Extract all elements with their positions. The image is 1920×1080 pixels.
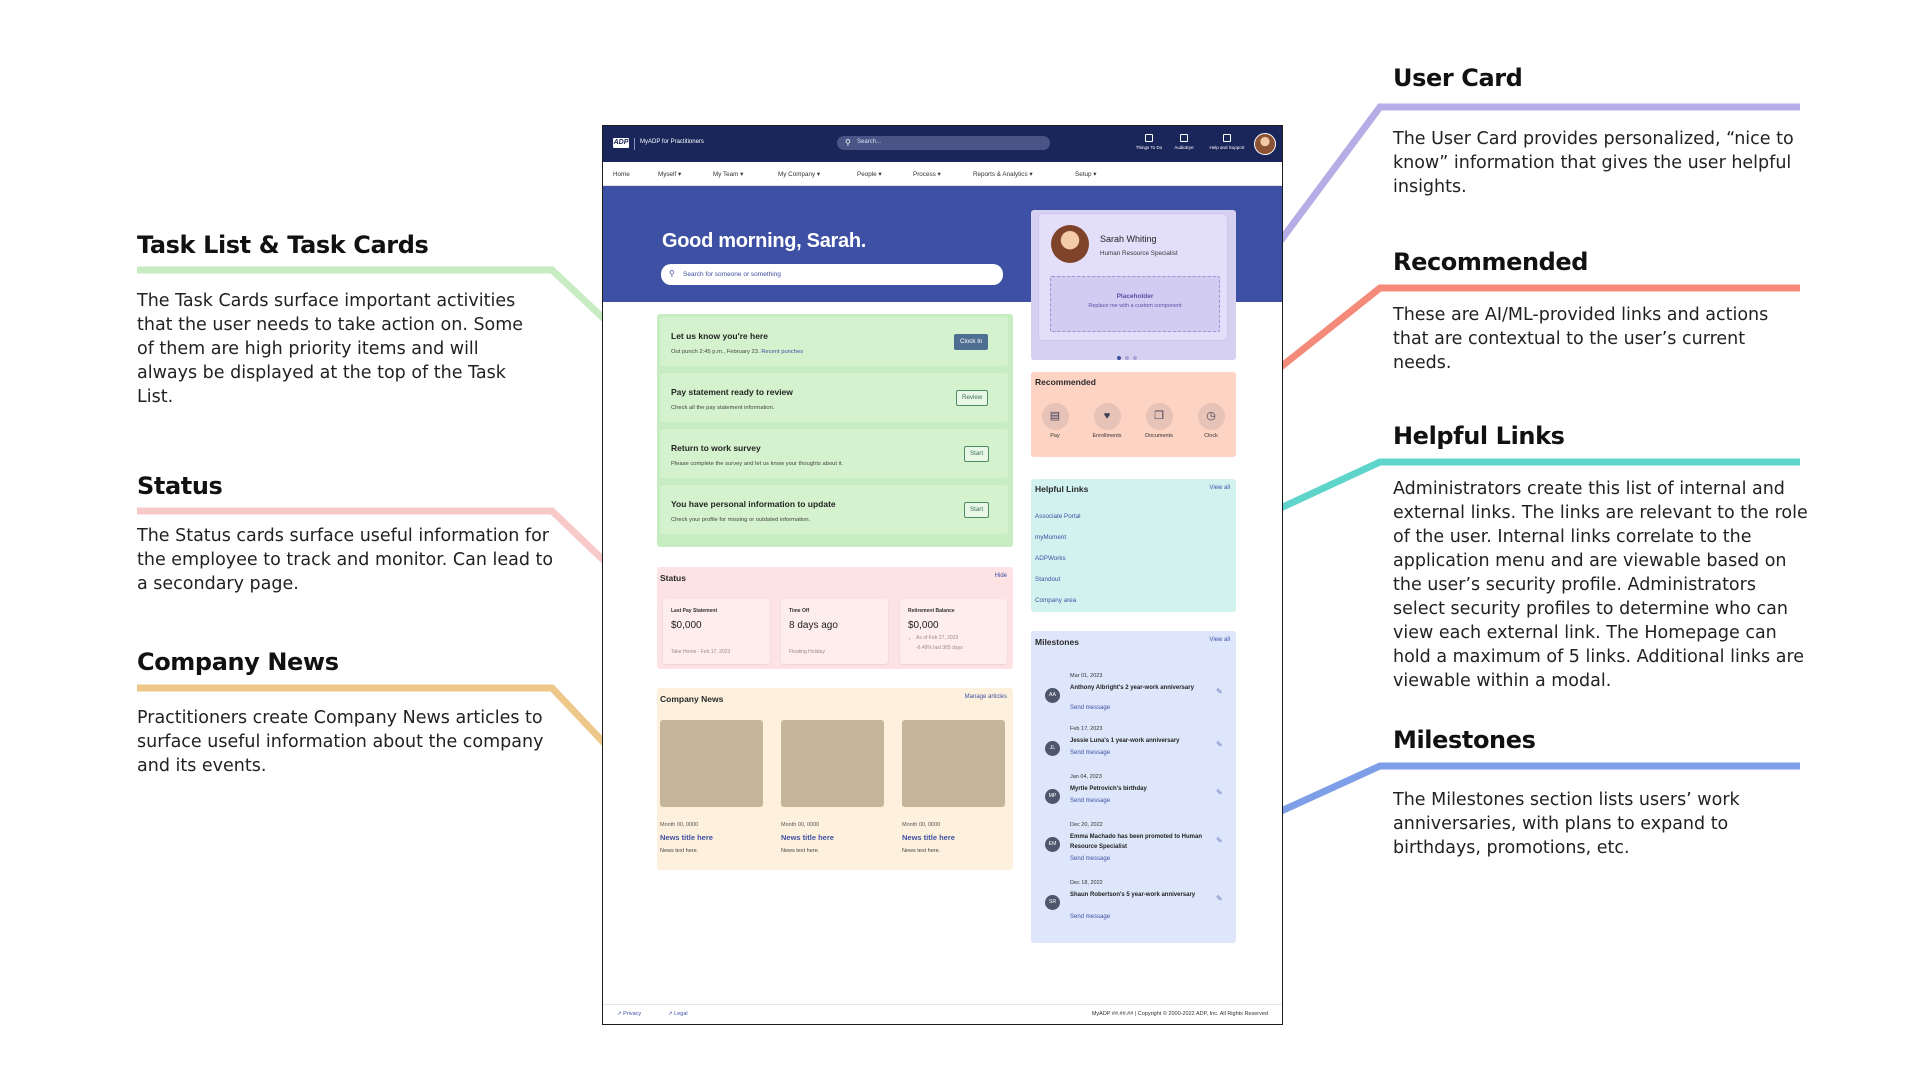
celebrate-icon[interactable]: ✎ [1216, 894, 1223, 903]
adp-logo[interactable]: ADP [613, 139, 629, 146]
body-line: external links. The links are relevant to the role [1393, 503, 1808, 523]
start-button[interactable]: Start [964, 446, 989, 462]
celebrate-icon[interactable]: ✎ [1216, 740, 1223, 749]
user-role: Human Resource Specialist [1100, 250, 1178, 257]
milestones-title: Milestones [1035, 637, 1079, 647]
milestone-date: Feb 17, 2023 [1070, 726, 1103, 732]
task-title: Return to work survey [671, 443, 761, 453]
global-search-input[interactable] [837, 136, 1050, 150]
recommended-enrollments[interactable] [1083, 403, 1131, 439]
annotation-user-card-body [1393, 127, 1794, 199]
pay-icon: ▤ [1042, 403, 1069, 430]
milestone-item [1031, 822, 1236, 877]
search-placeholder: Search for someone or something [683, 271, 781, 278]
avatar: EM [1045, 837, 1060, 852]
milestone-date: Dec 18, 2022 [1070, 880, 1103, 886]
toolbar-label: Help and Support [1209, 145, 1245, 150]
news-image [781, 720, 884, 807]
milestone-item [1031, 673, 1236, 728]
manage-articles-link[interactable]: Manage articles [964, 694, 1007, 700]
review-button[interactable]: Review [956, 390, 988, 406]
news-text: News text here. [660, 848, 699, 854]
send-message-link[interactable]: Send message [1070, 856, 1111, 862]
recommended-documents[interactable] [1135, 403, 1183, 439]
audioeye-button[interactable] [1163, 134, 1205, 150]
recent-punches-link[interactable]: Recent punches [761, 349, 804, 355]
nav-setup[interactable]: Setup ▾ [1075, 171, 1097, 178]
milestone-date: Jan 04, 2023 [1070, 774, 1102, 780]
body-line: Practitioners create Company News articles to [137, 708, 543, 728]
body-line: anniversaries, with plans to expand to [1393, 814, 1729, 834]
nav-process[interactable]: Process ▾ [913, 171, 941, 178]
milestones-panel [1031, 631, 1236, 943]
nav-people[interactable]: People ▾ [857, 171, 882, 178]
annotation-status-body [137, 524, 553, 596]
clock-icon: ◷ [1198, 403, 1225, 430]
annotation-title: Recommended [1393, 248, 1589, 276]
milestone-text: Jessie Luna's 1 year-work anniversary [1070, 738, 1180, 744]
status-panel [657, 567, 1013, 669]
task-subtitle: Check all the pay statement information. [671, 405, 775, 411]
milestone-text: Anthony Albright's 2 year-work anniversary [1070, 685, 1194, 691]
heart-icon: ♥ [1094, 403, 1121, 430]
nav-reports-analytics[interactable]: Reports & Analytics ▾ [973, 171, 1033, 178]
app-name: MyADP for Practitioners [640, 139, 704, 145]
help-icon [1223, 134, 1231, 142]
helpful-link[interactable]: Standout [1035, 576, 1061, 583]
body-line: that are contextual to the user’s current [1393, 329, 1746, 349]
body-line: viewable within a modal. [1393, 671, 1612, 691]
user-card-inner [1038, 213, 1228, 341]
helpful-links-view-all[interactable]: View all [1209, 485, 1230, 491]
milestone-text: Myrtle Petrovich's birthday [1070, 786, 1147, 792]
logo-divider [634, 138, 635, 150]
annotation-recommended [1393, 248, 1588, 276]
body-line: know” information that gives the user helpful [1393, 153, 1792, 173]
legal-link[interactable]: ↗ Legal [668, 1011, 688, 1017]
news-date: Month 00, 0000 [781, 822, 820, 828]
avatar: AA [1045, 688, 1060, 703]
search-icon: ⚲ [669, 269, 675, 278]
task-list [657, 314, 1013, 547]
carousel-dot[interactable] [1133, 356, 1137, 360]
status-value: $0,000 [671, 620, 702, 631]
recommended-clock[interactable] [1187, 403, 1235, 439]
recommended-label: Pay [1050, 433, 1060, 439]
nav-home[interactable]: Home [613, 171, 630, 178]
news-text: News text here. [781, 848, 820, 854]
milestone-text: Shaun Robertson's 5 year-work anniversary [1070, 892, 1196, 898]
news-date: Month 00, 0000 [660, 822, 699, 828]
avatar: JL [1045, 741, 1060, 756]
placeholder-title: Placeholder [1116, 293, 1154, 300]
body-line: The User Card provides personalized, “nice to [1393, 129, 1794, 149]
annotation-user-card [1393, 64, 1522, 92]
task-subtitle-text: Out punch 2:45 p.m., February 23. [671, 349, 760, 355]
body-line: that the user needs to take action on. Some [137, 315, 524, 335]
news-image [902, 720, 1005, 807]
helpful-link[interactable]: Associate Portal [1035, 513, 1081, 520]
body-line: of the user. Internal links correlate to the [1393, 527, 1752, 547]
body-line: The Task Cards surface important activities [137, 291, 516, 311]
status-card-time-off[interactable] [781, 599, 888, 664]
status-label: Retirement Balance [908, 608, 955, 614]
start-button[interactable]: Start [964, 502, 989, 518]
toolbar-label: Things To Do [1135, 145, 1163, 150]
celebrate-icon[interactable]: ✎ [1216, 788, 1223, 797]
body-line: The Milestones section lists users’ work [1393, 790, 1740, 810]
greeting: Good morning, Sarah. [662, 230, 867, 252]
news-title-link[interactable]: News title here [660, 833, 713, 842]
news-title-link[interactable]: News title here [902, 833, 955, 842]
news-image [660, 720, 763, 807]
body-line: always be displayed at the top of the Task [137, 363, 506, 383]
task-card[interactable] [660, 429, 1008, 478]
body-line: insights. [1393, 177, 1467, 197]
recommended-title: Recommended [1035, 377, 1096, 387]
search-placeholder: Search... [857, 139, 882, 145]
body-line: birthdays, promotions, etc. [1393, 838, 1630, 858]
task-title: Let us know you're here [671, 331, 768, 341]
avatar: MP [1045, 789, 1060, 804]
helpful-link[interactable]: Company area [1035, 597, 1077, 604]
documents-icon: ❐ [1146, 403, 1173, 430]
milestone-text: Emma Machado has been promoted to Human Resource Specialist [1070, 834, 1203, 850]
status-label: Last Pay Statement [671, 608, 718, 614]
annotation-title: Status [137, 472, 223, 500]
privacy-label: Privacy [623, 1011, 642, 1017]
carousel-dots [1117, 347, 1141, 365]
helpful-links-panel [1031, 479, 1236, 612]
milestone-item [1031, 880, 1236, 935]
news-card[interactable] [902, 720, 1005, 854]
body-line: and its events. [137, 756, 267, 776]
hide-link[interactable]: Hide [994, 573, 1007, 579]
milestone-date: Dec 20, 2022 [1070, 822, 1103, 828]
task-title: You have personal information to update [671, 499, 836, 509]
recommended-label: Documents [1145, 433, 1173, 439]
annotation-company-news-body [137, 706, 543, 778]
body-line: Administrators create this list of internal and [1393, 479, 1785, 499]
user-card [1031, 210, 1236, 360]
annotation-task-list-body [137, 289, 523, 409]
task-subtitle: Please complete the survey and let us know your thoughts about it. [671, 461, 844, 467]
annotation-helpful-links-body [1393, 477, 1808, 693]
nav-my-team[interactable]: My Team ▾ [713, 171, 744, 178]
avatar: SR [1045, 895, 1060, 910]
avatar [1051, 225, 1089, 263]
eye-icon [1180, 134, 1188, 142]
annotation-company-news [137, 648, 339, 676]
send-message-link[interactable]: Send message [1070, 798, 1111, 804]
status-card-retirement[interactable] [900, 599, 1007, 664]
body-line: surface useful information about the company [137, 732, 544, 752]
recommended-pay[interactable] [1031, 403, 1079, 439]
task-subtitle [671, 349, 803, 355]
main-nav [603, 162, 1282, 186]
company-news-panel [657, 688, 1013, 870]
helpful-links-title: Helpful Links [1035, 484, 1089, 494]
recommended-label: Enrollments [1092, 433, 1122, 439]
milestone-date: Mar 01, 2023 [1070, 673, 1103, 679]
status-trend-date: As of Feb 27, 2023 [916, 635, 959, 641]
task-card[interactable] [660, 373, 1008, 422]
search-icon: ⚲ [845, 138, 851, 147]
annotation-task-list [137, 231, 428, 259]
status-label: Time Off [789, 608, 810, 614]
body-line: a secondary page. [137, 574, 299, 594]
task-subtitle: Check your profile for missing or outdated information. [671, 517, 811, 523]
body-line: view each external link. The Homepage can [1393, 623, 1777, 643]
news-title-link[interactable]: News title here [781, 833, 834, 842]
celebrate-icon[interactable]: ✎ [1216, 836, 1223, 845]
placeholder-subtitle: Replace me with a custom component [1088, 303, 1182, 309]
privacy-link[interactable]: ↗ Privacy [617, 1011, 642, 1017]
send-message-link[interactable]: Send message [1070, 750, 1111, 756]
body-line: needs. [1393, 353, 1452, 373]
annotation-title: Task List & Task Cards [137, 231, 429, 259]
toolbar-label: AudioEye [1174, 145, 1194, 150]
help-support-button[interactable] [1206, 134, 1248, 150]
body-line: The Status cards surface useful information for [137, 526, 549, 546]
custom-component-placeholder [1050, 276, 1220, 332]
annotation-title: Milestones [1393, 726, 1536, 754]
task-title: Pay statement ready to review [671, 387, 793, 397]
body-line: These are AI/ML-provided links and actions [1393, 305, 1769, 325]
annotation-helpful-links [1393, 422, 1565, 450]
status-value: $0,000 [908, 620, 939, 631]
news-card[interactable] [660, 720, 763, 854]
news-text: News text here. [902, 848, 941, 854]
body-line: hold a maximum of 5 links. Additional links are [1393, 647, 1805, 667]
body-line: List. [137, 387, 174, 407]
carousel-dot[interactable] [1125, 356, 1129, 360]
task-card[interactable] [660, 317, 1008, 366]
checklist-icon [1145, 134, 1153, 142]
body-line: of them are high priority items and will [137, 339, 479, 359]
helpful-link[interactable]: myMoment [1035, 534, 1067, 541]
send-message-link[interactable]: Send message [1070, 705, 1111, 711]
milestones-view-all[interactable]: View all [1209, 637, 1230, 643]
body-line: the user’s security profile. Administrators [1393, 575, 1756, 595]
status-trend-change: -6.49% last 365 days [916, 645, 963, 651]
user-avatar[interactable] [1254, 133, 1276, 155]
annotation-title: Company News [137, 648, 339, 676]
nav-my-company[interactable]: My Company ▾ [778, 171, 821, 178]
nav-myself[interactable]: Myself ▾ [658, 171, 682, 178]
copyright: MyADP ##.##.## | Copyright © 2000-2022 ADP, Inc. All Rights Reserved [1091, 1011, 1268, 1017]
status-card-pay[interactable] [663, 599, 770, 664]
status-foot: Take Home - Feb 17, 2023 [671, 649, 731, 655]
news-date: Month 00, 0000 [902, 822, 941, 828]
annotation-recommended-body [1393, 303, 1768, 375]
user-name: Sarah Whiting [1100, 234, 1157, 244]
annotation-milestones [1393, 726, 1536, 754]
homepage-mockup [602, 125, 1283, 1025]
footer [603, 1004, 1282, 1024]
recommended-panel [1031, 372, 1236, 457]
clock-in-button[interactable]: Clock In [954, 334, 988, 350]
news-card[interactable] [781, 720, 884, 854]
annotation-title: User Card [1393, 64, 1523, 92]
celebrate-icon[interactable]: ✎ [1216, 687, 1223, 696]
milestone-item [1031, 774, 1236, 829]
milestone-item [1031, 726, 1236, 781]
recommended-label: Clock [1204, 433, 1218, 439]
annotation-title: Helpful Links [1393, 422, 1565, 450]
carousel-dot[interactable] [1117, 356, 1121, 360]
top-bar [603, 126, 1282, 162]
status-title: Status [660, 573, 686, 583]
people-search-input[interactable] [661, 264, 1003, 285]
news-title: Company News [660, 694, 724, 704]
trend-down-icon: ↓ [908, 636, 911, 642]
body-line: select security profiles to determine who can [1393, 599, 1788, 619]
status-foot: Floating Holiday [789, 649, 825, 655]
annotation-milestones-body [1393, 788, 1740, 860]
body-line: application menu and are viewable based on [1393, 551, 1787, 571]
status-value: 8 days ago [789, 620, 838, 631]
task-card[interactable] [660, 485, 1008, 534]
legal-label: Legal [674, 1011, 688, 1017]
body-line: the employee to track and monitor. Can lead to [137, 550, 554, 570]
annotation-status [137, 472, 222, 500]
send-message-link[interactable]: Send message [1070, 914, 1111, 920]
helpful-link[interactable]: ADPWorks [1035, 555, 1066, 562]
